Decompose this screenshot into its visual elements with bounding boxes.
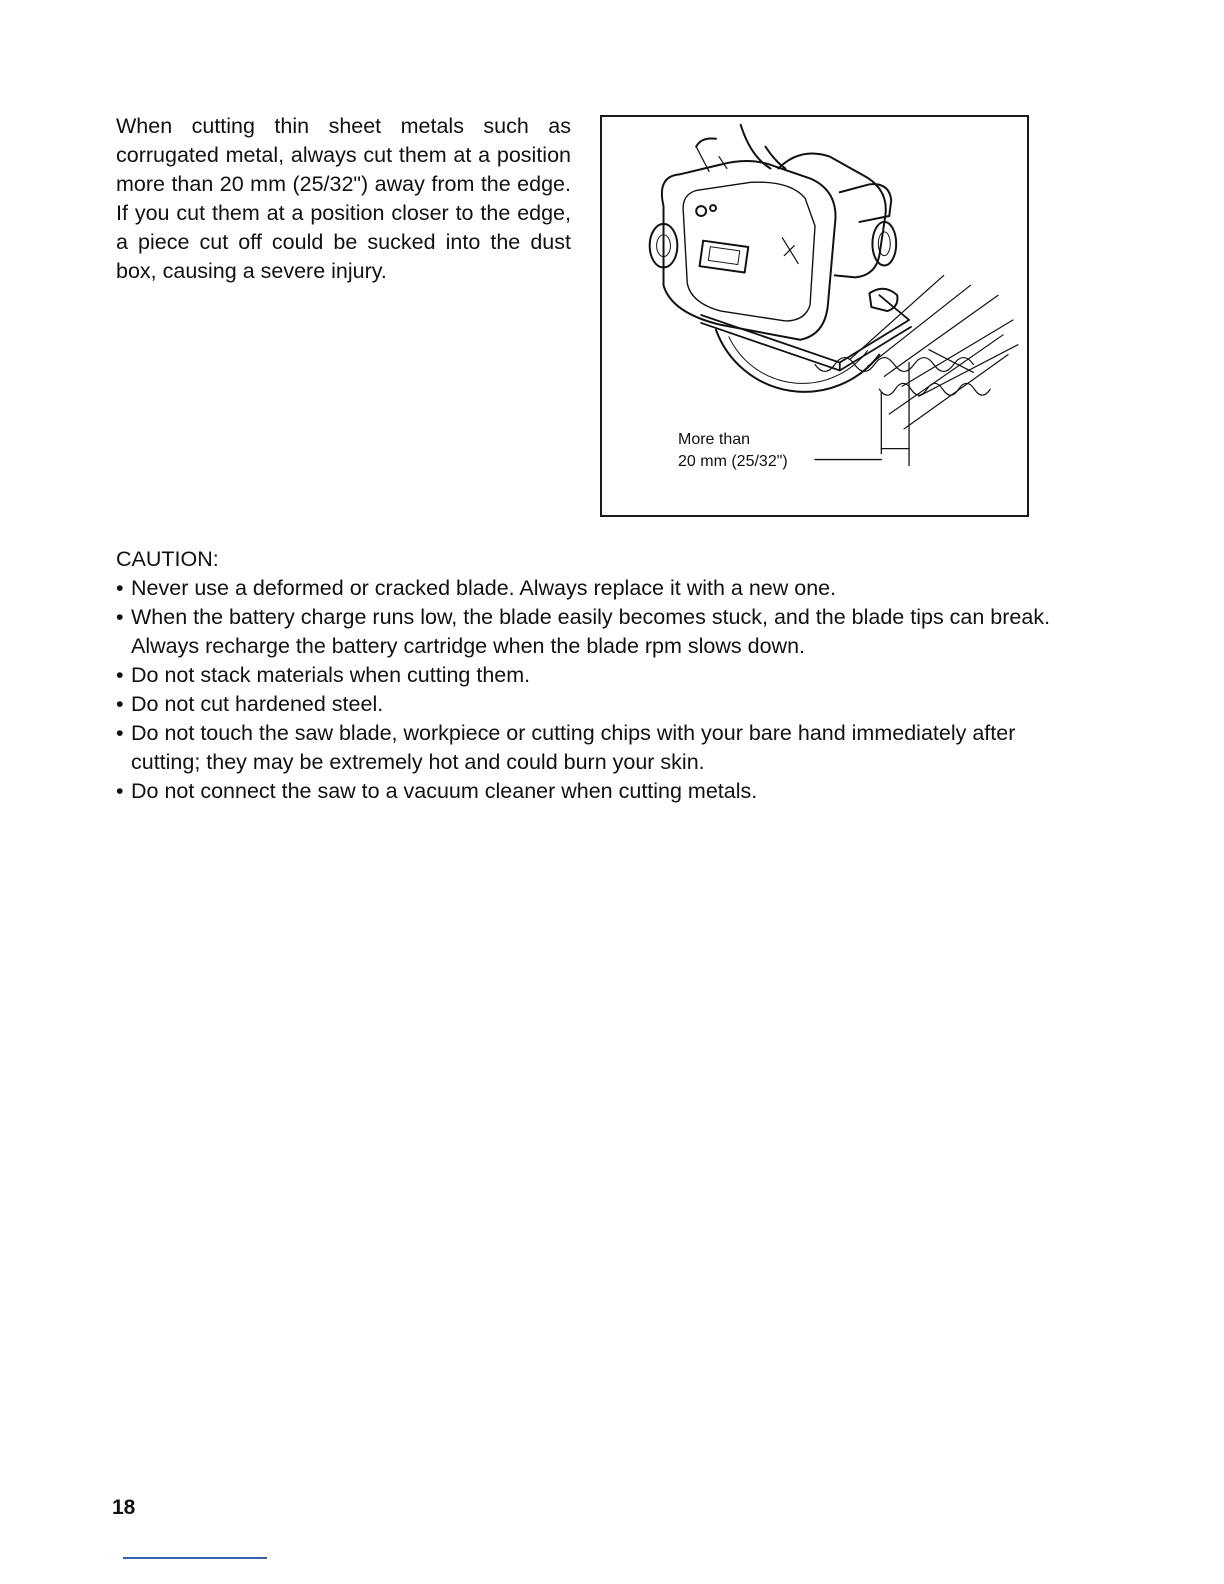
caution-title: CAUTION: bbox=[116, 547, 219, 571]
caution-list bbox=[116, 574, 1076, 806]
distance-callout bbox=[678, 429, 788, 473]
bullet-icon: • bbox=[116, 692, 124, 716]
bullet-icon: • bbox=[116, 721, 124, 745]
caution-item-text: Never use a deformed or cracked blade. Always replace it with a new one. bbox=[131, 576, 837, 600]
caution-item-text: When the battery charge runs low, the blade easily becomes stuck, and the blade tips can break. Always recharge the battery cartridge when the blade rpm slows down. bbox=[131, 605, 1051, 658]
caution-item bbox=[116, 661, 1076, 690]
caution-item bbox=[116, 777, 1076, 806]
bullet-icon: • bbox=[116, 576, 124, 600]
page-number: 18 bbox=[112, 1496, 136, 1519]
intro-paragraph: When cutting thin sheet metals such as corrugated metal, always cut them at a position more than 20 mm (25/32") away from the edge. If you cut them at a position closer to the edge, a piece cut off could be sucked into the dust box, causing a severe injury. bbox=[116, 114, 571, 283]
caution-item-text: Do not stack materials when cutting them. bbox=[131, 663, 531, 687]
distance-callout-line1: More than bbox=[678, 431, 751, 448]
saw-illustration-figure bbox=[600, 115, 1029, 517]
bullet-icon: • bbox=[116, 663, 124, 687]
caution-item bbox=[116, 574, 1076, 603]
caution-item bbox=[116, 603, 1076, 661]
caution-item-text: Do not cut hardened steel. bbox=[131, 692, 384, 716]
circular-saw-illustration bbox=[602, 117, 1027, 515]
caution-item bbox=[116, 690, 1076, 719]
footer-rule bbox=[123, 1557, 267, 1559]
bullet-icon: • bbox=[116, 605, 124, 629]
saw-body bbox=[650, 125, 898, 340]
bullet-icon: • bbox=[116, 779, 124, 803]
caution-item-text: Do not touch the saw blade, workpiece or cutting chips with your bare hand immediately after cutting; they may be extremely hot and could burn your skin. bbox=[131, 721, 1016, 774]
caution-item-text: Do not connect the saw to a vacuum cleaner when cutting metals. bbox=[131, 779, 758, 803]
distance-callout-line2: 20 mm (25/32") bbox=[678, 453, 788, 470]
corrugated-sheet bbox=[815, 275, 1018, 428]
caution-item bbox=[116, 719, 1076, 777]
dimension-lines bbox=[815, 363, 909, 466]
caution-section bbox=[116, 545, 1076, 806]
